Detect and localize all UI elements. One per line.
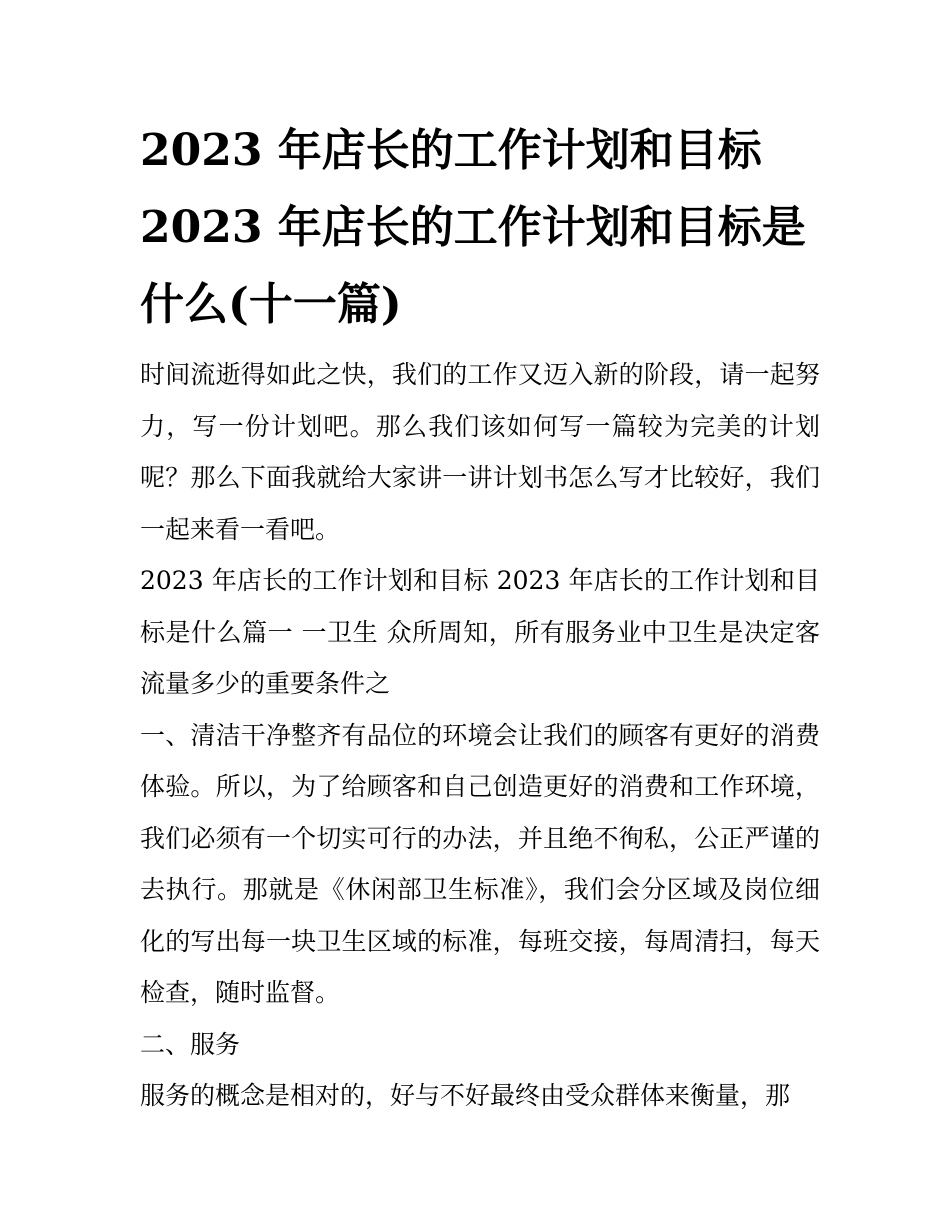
- service-heading: 二、服务: [140, 1029, 241, 1059]
- service-paragraph: 服务的概念是相对的，好与不好最终由受众群体来衡量，那: [140, 1081, 791, 1110]
- section-heading-paragraph: 2023 年店长的工作计划和目标 2023 年店长的工作计划和目标是什么篇一 一卫生 众所周知，所有服务业中卫生是决定客流量多少的重要条件之: [140, 566, 820, 698]
- hygiene-paragraph: 一、清洁干净整齐有品位的环境会让我们的顾客有更好的消费体验。所以，为了给顾客和自己创造更好的消费和工作环境，我们必须有一个切实可行的办法，并且绝不徇私，公正严谨的去执行。那就是《休闲部卫生标准》，我们会分区域及岗位细化的写出每一块卫生区域的标准，每班交接，每周清扫，每天检查，随时监督。: [140, 720, 820, 1007]
- document-title: 2023 年店长的工作计划和目标 2023 年店长的工作计划和目标是什么(十一篇): [140, 125, 806, 330]
- document-page: [140, 112, 820, 1122]
- intro-paragraph: 时间流逝得如此之快，我们的工作又迈入新的阶段，请一起努力，写一份计划吧。那么我们该如何写一篇较为完美的计划呢？那么下面我就给大家讲一讲计划书怎么写才比较好，我们一起来看一看吧。: [140, 360, 820, 544]
